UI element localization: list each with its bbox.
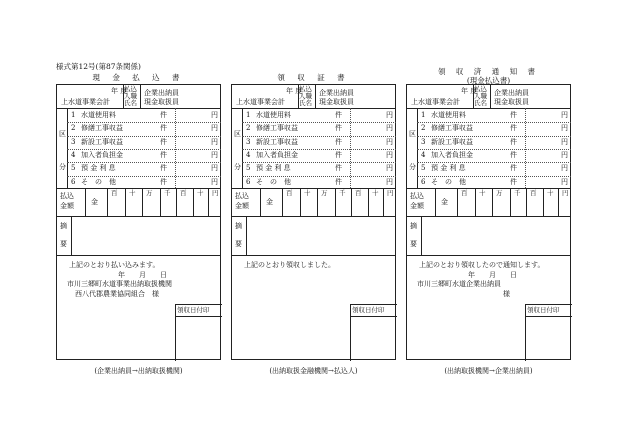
row-count-unit: 件 xyxy=(160,137,167,146)
payer-label: 人職 xyxy=(124,92,137,100)
amount-label: 金額 xyxy=(60,202,74,210)
rule xyxy=(160,188,161,216)
row-amount-unit: 円 xyxy=(386,124,393,133)
notice-text: 上記のとおり払い込みます。 xyxy=(69,261,160,269)
amount-digit-label: 百 xyxy=(180,189,187,197)
row-amount-unit: 円 xyxy=(211,124,218,133)
payer-role: 企業出納員 xyxy=(494,89,529,97)
addressee: 市川三郷町水道企業出納員 xyxy=(417,280,501,288)
row-number: 2 xyxy=(246,124,251,133)
rule xyxy=(407,108,570,109)
row-amount-unit: 円 xyxy=(211,177,218,186)
form-subtitle: (現金払込書) xyxy=(466,76,511,85)
routing-note: (出納取扱機関→企業出納員) xyxy=(444,367,533,375)
row-amount-unit: 円 xyxy=(561,177,568,186)
dotted-rule xyxy=(175,108,176,188)
row-number: 1 xyxy=(71,111,76,119)
rule xyxy=(543,188,544,216)
amount-digit-label: 百 xyxy=(355,189,362,197)
rule xyxy=(315,85,316,108)
row-amount-unit: 円 xyxy=(386,137,393,146)
row-amount-unit: 円 xyxy=(561,124,568,133)
payer-role: 現金取扱員 xyxy=(144,98,179,106)
rule xyxy=(57,108,220,109)
row-count-unit: 件 xyxy=(510,137,517,146)
receipt-stamp-box: 領収日付印 xyxy=(527,306,560,314)
dotted-rule xyxy=(242,149,396,150)
rule xyxy=(232,255,395,256)
row-number: 1 xyxy=(421,111,426,119)
row-count-unit: 件 xyxy=(160,164,167,173)
row-category-name: 修繕工事収益 xyxy=(256,124,298,133)
rule xyxy=(125,188,126,216)
dotted-rule xyxy=(417,136,571,137)
amount-digit-label: 円 xyxy=(212,189,219,197)
rule xyxy=(175,304,222,305)
fiscal-year-label: 年 度 xyxy=(286,87,303,95)
payer-role: 企業出納員 xyxy=(319,89,354,97)
rule xyxy=(368,188,369,216)
row-count-unit: 件 xyxy=(335,177,342,186)
remarks-label: 摘 xyxy=(235,222,242,230)
rule xyxy=(490,85,491,108)
remarks-label: 摘 xyxy=(410,222,417,230)
rule xyxy=(282,188,283,216)
row-category-name: 新設工事収益 xyxy=(81,137,123,146)
form-id: 様式第12号(第87条関係) xyxy=(56,62,141,71)
row-category-name: そ の 他 xyxy=(256,177,291,186)
row-category-name: 預 金 利 息 xyxy=(256,164,291,173)
routing-note: (出納取扱金融機関→払込人) xyxy=(269,367,358,375)
dotted-rule xyxy=(525,108,526,188)
row-count-unit: 件 xyxy=(160,177,167,186)
section-label: 区 xyxy=(59,130,66,138)
row-number: 1 xyxy=(246,111,251,119)
row-count-unit: 件 xyxy=(335,137,342,146)
rule xyxy=(351,188,352,216)
dotted-rule xyxy=(417,149,571,150)
payer-label: 払込 xyxy=(299,85,312,93)
row-category-name: 加入者負担金 xyxy=(431,150,473,159)
amount-digit-label: 千 xyxy=(164,189,171,197)
row-count-unit: 件 xyxy=(510,124,517,133)
row-count-unit: 件 xyxy=(510,164,517,173)
row-category-name: 修繕工事収益 xyxy=(81,124,123,133)
row-count-unit: 件 xyxy=(510,150,517,159)
rule xyxy=(57,188,220,189)
remarks-label: 摘 xyxy=(60,222,67,230)
row-category-name: 水道使用料 xyxy=(256,111,291,119)
row-number: 5 xyxy=(421,164,426,173)
dept-name: 上水道事業会計 xyxy=(236,98,285,106)
row-number: 3 xyxy=(246,137,251,146)
amount-digit-label: 万 xyxy=(496,189,503,197)
rule xyxy=(407,188,570,189)
payer-role: 企業出納員 xyxy=(144,89,179,97)
rule xyxy=(407,255,570,256)
amount-digit-label: 十 xyxy=(129,189,136,197)
row-amount-unit: 円 xyxy=(386,164,393,173)
amount-digit-label: 百 xyxy=(461,189,468,197)
notice-text: 上記のとおり領収したので通知します。 xyxy=(419,261,545,269)
amount-digit-label: 百 xyxy=(111,189,118,197)
rule xyxy=(407,216,570,217)
amount-label: 金額 xyxy=(410,202,424,210)
notice-text: 上記のとおり領収しました。 xyxy=(244,261,335,269)
form-panel xyxy=(231,84,396,360)
payer-label: 氏名 xyxy=(474,99,487,107)
amount-digit-label: 十 xyxy=(479,189,486,197)
fiscal-year-label: 年 度 xyxy=(461,87,478,95)
dotted-rule xyxy=(242,136,396,137)
row-amount-unit: 円 xyxy=(386,111,393,119)
rule xyxy=(57,255,220,256)
row-number: 4 xyxy=(71,150,76,159)
payer-role: 現金取扱員 xyxy=(494,98,529,106)
row-number: 5 xyxy=(71,164,76,173)
payer-label: 人職 xyxy=(299,92,312,100)
rule xyxy=(57,216,220,217)
row-count-unit: 件 xyxy=(335,111,342,119)
rule xyxy=(300,188,301,216)
rule xyxy=(142,188,143,216)
row-count-unit: 件 xyxy=(335,164,342,173)
row-amount-unit: 円 xyxy=(386,177,393,186)
remarks-label: 要 xyxy=(60,240,67,248)
amount-digit-label: 千 xyxy=(339,189,346,197)
rule xyxy=(350,316,397,317)
amount-digit-label: 十 xyxy=(304,189,311,197)
date-line: 年 月 日 xyxy=(468,271,517,279)
row-amount-unit: 円 xyxy=(561,164,568,173)
row-count-unit: 件 xyxy=(335,124,342,133)
rule xyxy=(175,304,176,361)
rule xyxy=(510,188,511,216)
row-count-unit: 件 xyxy=(335,150,342,159)
rule xyxy=(492,188,493,216)
row-number: 6 xyxy=(71,177,76,186)
section-label: 区 xyxy=(234,130,241,138)
form-title xyxy=(406,67,571,85)
row-category-name: 加入者負担金 xyxy=(81,150,123,159)
row-category-name: 水道使用料 xyxy=(431,111,466,119)
rule xyxy=(558,188,559,216)
rule xyxy=(457,188,458,216)
rule xyxy=(175,316,222,317)
payer-label: 人職 xyxy=(474,92,487,100)
row-number: 6 xyxy=(421,177,426,186)
row-category-name: 新設工事収益 xyxy=(256,137,298,146)
date-line: 年 月 日 xyxy=(118,271,167,279)
payer-role: 現金取扱員 xyxy=(319,98,354,106)
dept-name: 上水道事業会計 xyxy=(61,98,110,106)
rule xyxy=(526,188,527,216)
dotted-rule xyxy=(350,108,351,188)
amount-digit-label: 百 xyxy=(530,189,537,197)
rule xyxy=(317,188,318,216)
rule xyxy=(107,188,108,216)
row-number: 3 xyxy=(71,137,76,146)
rule xyxy=(208,188,209,216)
rule xyxy=(525,304,526,361)
rule xyxy=(383,188,384,216)
row-amount-unit: 円 xyxy=(211,137,218,146)
rule xyxy=(232,188,395,189)
rule xyxy=(246,216,247,255)
form-panel xyxy=(406,84,571,360)
rule xyxy=(232,216,395,217)
row-amount-unit: 円 xyxy=(386,150,393,159)
row-number: 2 xyxy=(71,124,76,133)
rule xyxy=(475,188,476,216)
rule xyxy=(350,304,397,305)
row-count-unit: 件 xyxy=(510,177,517,186)
row-amount-unit: 円 xyxy=(211,150,218,159)
form-title-main: 領 収 済 通 知 書 xyxy=(438,67,539,76)
row-number: 4 xyxy=(246,150,251,159)
row-amount-unit: 円 xyxy=(561,137,568,146)
row-count-unit: 件 xyxy=(160,111,167,119)
receipt-stamp-box: 領収日付印 xyxy=(177,306,210,314)
rule xyxy=(260,188,261,216)
addressee: 西八代郡農業協同組合 様 xyxy=(75,290,159,298)
rule xyxy=(140,85,141,108)
amount-digit-label: 十 xyxy=(197,189,204,197)
amount-digit-label: 万 xyxy=(146,189,153,197)
row-category-name: 新設工事収益 xyxy=(431,137,473,146)
payer-label: 払込 xyxy=(474,85,487,93)
amount-digit-label: 千 xyxy=(514,189,521,197)
amount-digit-label: 十 xyxy=(547,189,554,197)
amount-label: 払込 xyxy=(60,192,74,200)
amount-label: 払込 xyxy=(235,192,249,200)
rule xyxy=(193,188,194,216)
rule xyxy=(85,188,86,216)
row-amount-unit: 円 xyxy=(561,150,568,159)
dotted-rule xyxy=(67,149,221,150)
row-category-name: 預 金 利 息 xyxy=(81,164,116,173)
amount-digit-label: 円 xyxy=(387,189,394,197)
row-amount-unit: 円 xyxy=(211,164,218,173)
currency-prefix: 金 xyxy=(266,198,273,206)
rule xyxy=(232,108,395,109)
row-count-unit: 件 xyxy=(160,150,167,159)
rule xyxy=(350,304,351,361)
row-number: 6 xyxy=(246,177,251,186)
section-label: 分 xyxy=(234,163,241,171)
dotted-rule xyxy=(417,176,571,177)
row-category-name: 修繕工事収益 xyxy=(431,124,473,133)
rule xyxy=(335,188,336,216)
form-panel xyxy=(56,84,221,360)
dept-name: 上水道事業会計 xyxy=(411,98,460,106)
rule xyxy=(525,316,572,317)
remarks-label: 要 xyxy=(410,240,417,248)
row-category-name: 加入者負担金 xyxy=(256,150,298,159)
rule xyxy=(435,188,436,216)
fiscal-year-label: 年 度 xyxy=(111,87,128,95)
form-title: 現 金 払 込 書 xyxy=(92,73,185,82)
amount-digit-label: 十 xyxy=(372,189,379,197)
row-category-name: 預 金 利 息 xyxy=(431,164,466,173)
rule xyxy=(421,216,422,255)
rule xyxy=(71,216,72,255)
addressee: 市川三郷町水道事業出納取扱機関 xyxy=(67,280,172,288)
row-category-name: そ の 他 xyxy=(81,177,116,186)
amount-label: 払込 xyxy=(410,192,424,200)
row-count-unit: 件 xyxy=(160,124,167,133)
row-number: 2 xyxy=(421,124,426,133)
dotted-rule xyxy=(242,176,396,177)
section-label: 分 xyxy=(59,163,66,171)
section-label: 分 xyxy=(409,163,416,171)
receipt-stamp-box: 領収日付印 xyxy=(352,306,385,314)
rule xyxy=(525,304,572,305)
rule xyxy=(176,188,177,216)
row-category-name: 水道使用料 xyxy=(81,111,116,119)
row-number: 3 xyxy=(421,137,426,146)
amount-label: 金額 xyxy=(235,202,249,210)
row-amount-unit: 円 xyxy=(561,111,568,119)
dotted-rule xyxy=(67,136,221,137)
amount-digit-label: 百 xyxy=(286,189,293,197)
row-count-unit: 件 xyxy=(510,111,517,119)
form-title: 領 収 証 書 xyxy=(277,73,350,82)
payer-label: 払込 xyxy=(124,85,137,93)
amount-digit-label: 円 xyxy=(562,189,569,197)
currency-prefix: 金 xyxy=(441,198,448,206)
row-category-name: そ の 他 xyxy=(431,177,466,186)
remarks-label: 要 xyxy=(235,240,242,248)
routing-note: (企業出納員→出納取扱機関) xyxy=(94,367,183,375)
row-number: 4 xyxy=(421,150,426,159)
payer-label: 氏名 xyxy=(124,99,137,107)
row-amount-unit: 円 xyxy=(211,111,218,119)
currency-prefix: 金 xyxy=(91,198,98,206)
dotted-rule xyxy=(67,176,221,177)
addressee: 様 xyxy=(503,290,510,298)
row-number: 5 xyxy=(246,164,251,173)
section-label: 区 xyxy=(409,130,416,138)
payer-label: 氏名 xyxy=(299,99,312,107)
amount-digit-label: 万 xyxy=(321,189,328,197)
